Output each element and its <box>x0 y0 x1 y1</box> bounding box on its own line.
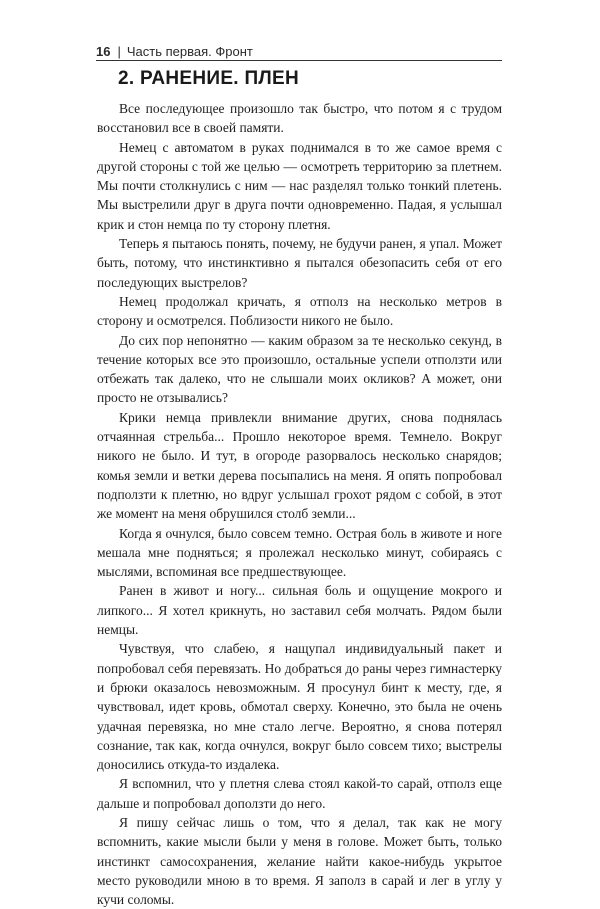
paragraph: Я пишу сейчас лишь о том, что я делал, так как не могу вспомнить, какие мысли были у меня в голове. Может быть, только инстинкт самосохранения, желание найти какое-нибудь укрытое место руководили мною в то время. Я заполз в сарай и лег в углу у кучи соломы. <box>97 814 502 908</box>
page-number: 16 <box>96 44 111 59</box>
chapter-title: 2. РАНЕНИЕ. ПЛЕН <box>118 68 300 89</box>
paragraph: Когда я очнулся, было совсем темно. Острая боль в животе и ноге мешала мне подняться; я пролежал несколько минут, собираясь с мыслями, вспоминая все предшествующее. <box>97 525 502 580</box>
paragraph: Немец продолжал кричать, я отполз на несколько метров в сторону и осмотрелся. Поблизости никого не было. <box>97 293 502 329</box>
body-text <box>97 99 502 909</box>
header-separator: | <box>117 44 121 59</box>
paragraph: Я вспомнил, что у плетня слева стоял какой-то сарай, отполз еще дальше и попробовал доползти до него. <box>97 776 502 811</box>
section-title: Часть первая. Фронт <box>126 44 253 59</box>
paragraph: До сих пор непонятно — каким образом за те несколько секунд, в течение которых все это произошло, остальные успели отползти или отбежать так далеко, что не слышали моих окликов? А может, они просто не отзывались? <box>97 332 502 406</box>
paragraph: Все последующее произошло так быстро, что потом я с трудом восстановил все в своей памяти. <box>97 101 502 136</box>
header-rule <box>96 60 502 61</box>
paragraph: Теперь я пытаюсь понять, почему, не будучи ранен, я упал. Может быть, потому, что инстинктивно я пытался обезопасить себя от его последующих выстрелов? <box>97 236 502 290</box>
paragraph: Ранен в живот и ногу... сильная боль и ощущение мокрого и липкого... Я хотел крикнуть, но заставил себя молчать. Рядом были немцы. <box>97 583 502 638</box>
paragraph: Чувствуя, что слабею, я нащупал индивидуальный пакет и попробовал себя перевязать. Но добраться до раны через гимнастерку и брюки оказалось невозможным. Я просунул бинт к месту, где, я чувствовал, идет кровь, обмотал сверху. Конечно, это была не очень удачная перевязка, но мне стало легче. Вероятно, я снова потерял сознание, так как, когда очнулся, вокруг было совсем тихо; выстрелы доносились откуда-то издалека. <box>97 641 502 773</box>
paragraph: Крики немца привлекли внимание других, снова поднялась отчаянная стрельба... Прошло некоторое время. Темнело. Вокруг никого не было. И тут, в огороде разорвалось несколько снарядов; комья земли и ветки дерева посыпались на меня. Я опять попробовал подползти к плетню, но вдруг услышал грохот рядом с собой, в этот же момент на меня обрушился столб земли... <box>97 409 502 522</box>
paragraph: Немец с автоматом в руках поднимался в то же самое время с другой стороны с той же целью — осмотреть территорию за плетнем. Мы почти столкнулись с ним — нас разделял только тонкий плетень. Мы выстрелили друг в друга почти одновременно. Падая, я услышал крик и стон немца по ту сторону плетня. <box>97 139 502 232</box>
